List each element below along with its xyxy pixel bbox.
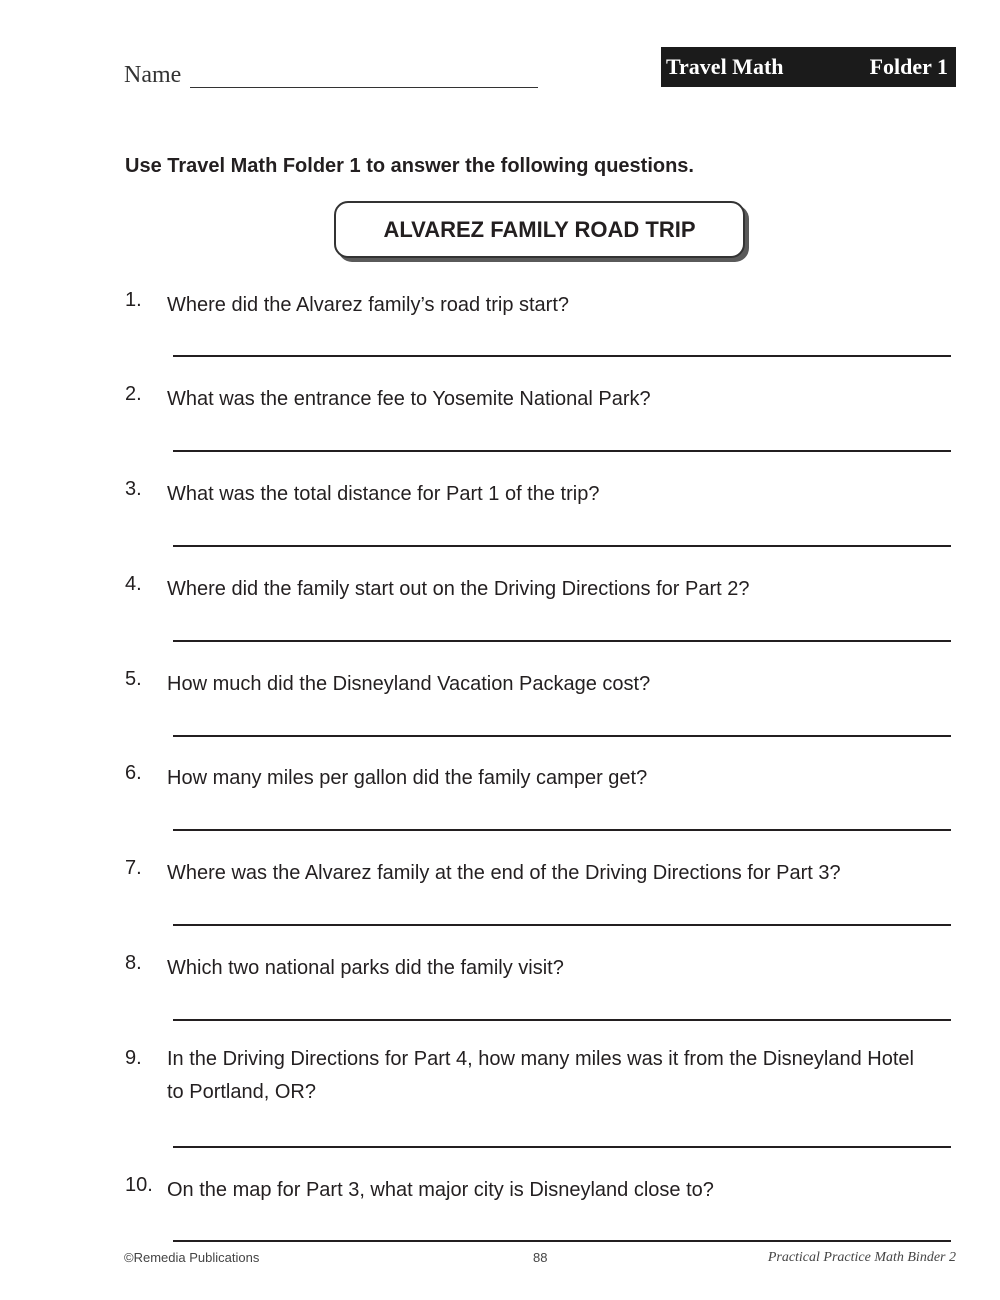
question-number: 10.	[125, 1174, 153, 1196]
footer-publisher: ©Remedia Publications	[124, 1250, 260, 1265]
question-text: In the Driving Directions for Part 4, how many miles was it from the Disneyland Hotel to Portland, OR?	[167, 1048, 914, 1103]
question-number: 6.	[125, 762, 142, 784]
question-text: On the map for Part 3, what major city is Disneyland close to?	[167, 1179, 714, 1201]
worksheet-title: ALVAREZ FAMILY ROAD TRIP	[334, 201, 745, 258]
answer-line	[173, 735, 951, 737]
section-title: Travel Math	[666, 54, 784, 79]
footer-book-title: Practical Practice Math Binder 2	[767, 1250, 956, 1265]
answer-line	[173, 924, 951, 926]
answer-line	[173, 450, 951, 452]
question-number: 2.	[125, 383, 142, 405]
name-label: Name	[124, 62, 182, 88]
question-number: 5.	[125, 668, 142, 690]
instructions: Use Travel Math Folder 1 to answer the following questions.	[125, 155, 694, 177]
question-number: 9.	[125, 1047, 142, 1069]
question-text: Where was the Alvarez family at the end of the Driving Directions for Part 3?	[167, 862, 841, 884]
name-line	[190, 87, 538, 88]
question-text: Where did the Alvarez family’s road trip start?	[167, 294, 570, 316]
answer-line	[173, 1146, 951, 1148]
answer-line	[173, 640, 951, 642]
answer-line	[173, 355, 951, 357]
question-number: 1.	[125, 289, 142, 311]
answer-line	[173, 1240, 951, 1242]
answer-line	[173, 829, 951, 831]
question-text: How many miles per gallon did the family camper get?	[167, 767, 648, 789]
folder-label: Folder 1	[869, 54, 948, 79]
question-text: What was the total distance for Part 1 of the trip?	[167, 483, 600, 505]
question-text: Which two national parks did the family visit?	[167, 957, 564, 979]
question-text: Where did the family start out on the Driving Directions for Part 2?	[167, 578, 750, 600]
question-number: 4.	[125, 573, 142, 595]
answer-line	[173, 1019, 951, 1021]
question-text: What was the entrance fee to Yosemite National Park?	[167, 388, 651, 410]
footer-page-number: 88	[533, 1250, 548, 1265]
question-number: 8.	[125, 952, 142, 974]
question-number: 7.	[125, 857, 142, 879]
question-text: How much did the Disneyland Vacation Package cost?	[167, 673, 651, 695]
answer-line	[173, 545, 951, 547]
folder-header-bar	[661, 47, 956, 87]
question-number: 3.	[125, 478, 142, 500]
